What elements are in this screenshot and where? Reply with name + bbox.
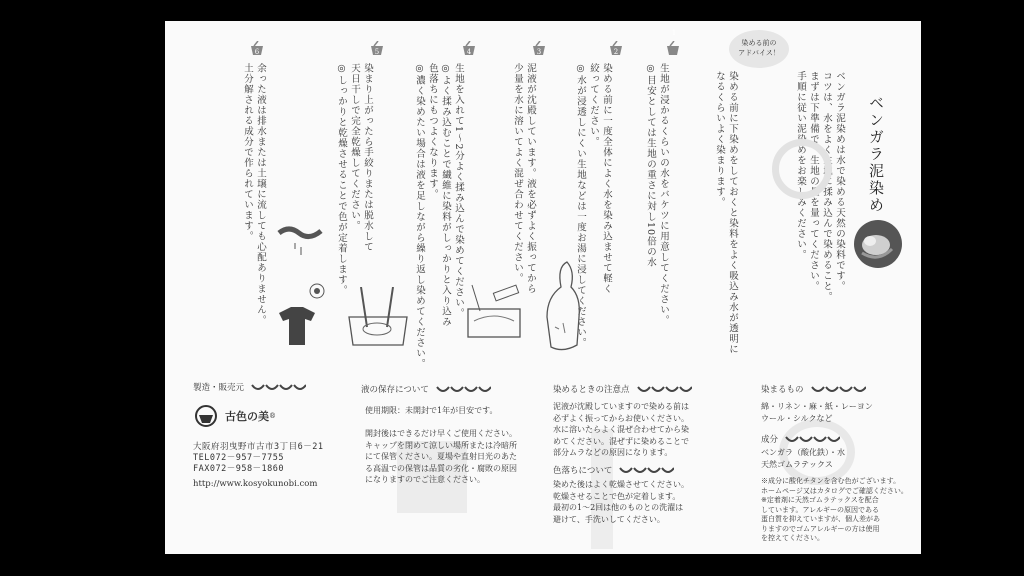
step-number: 6	[254, 48, 260, 56]
leaf-ornament-icon	[636, 385, 692, 394]
maker-tel: TEL072－957－7755	[193, 453, 285, 463]
step-text: 生地が浸かるくらいの水をバケツに用意してください。 ◎目安としては生地の重さに対し10倍の水	[645, 63, 669, 326]
leaflet-page	[165, 21, 921, 554]
composition-text: ベンガラ（酸化鉄）・水 天然ゴムラテックス	[761, 448, 845, 469]
step-text: 染める前に一度全体によく水を染み込ませて軽く 絞ってください。 ◎水が浸透しにくい生地などは一度お湯に浸してください。	[575, 63, 612, 348]
composition-heading	[761, 433, 840, 445]
maker-address: 大阪府羽曳野市古市3丁目6－21	[193, 442, 324, 452]
bucket-bottle-illustration	[460, 281, 530, 341]
storage-text: 使用期限：未開封で1年が目安です。 開封後はできるだけ早くご使用ください。 キャップを閉めて涼しい場所または冷暗所 にて保管ください。夏場や直射日光のあた る高温での保管は品質の劣化・腐敗の原因 になりますのでご注意ください。	[365, 406, 517, 484]
step-number: 3	[536, 48, 542, 56]
fading-text: 染めた後はよく乾燥させてください。 乾燥させることで色が定着します。 最初の1～2回は他のものとの洗濯は 避けて、手洗いしてください。	[553, 480, 689, 524]
intro-text: ベンガラ泥染めは水で染める天然の染料です。 コツは、水をよく生地に揉み込んで染めること。 まずは下準備で、生地の量を量ってください。 手順に従い泥染めをお楽しみください。	[795, 71, 845, 302]
materials-notes: ※成分に酸化チタンを含む色がございます。 ホームページ又はカタログでご確認ください。 ※定着剤に天然ゴムラテックスを配合 しています。アレルギーの原因である 蛋白質を抑えていますが、個人差があ りますのでゴムアレルギーの方は使用 を控えてください。	[761, 477, 908, 542]
advice-badge-label: 染める前の アドバイス！	[738, 39, 780, 57]
dyed-cloth-photo	[852, 219, 904, 269]
maker-heading-text: 製造・販売元	[193, 383, 245, 393]
step-number: 5	[374, 48, 380, 56]
storage-heading	[361, 383, 491, 395]
materials-heading-text: 染まるもの	[761, 385, 804, 395]
maker-url-link[interactable]: http://www.kosyokunobi.com	[193, 479, 318, 489]
step-text: 泥液が沈殿しています。液を必ずよく振ってから 少量を水に溶いてよく混ぜ合わせてください。	[512, 63, 536, 294]
page-title: ベンガラ泥染め	[867, 95, 885, 214]
maker-heading	[193, 381, 306, 393]
fading-heading	[553, 464, 674, 476]
fading-heading-text: 色落ちについて	[553, 466, 613, 476]
materials-heading	[761, 383, 866, 395]
step-text: 生地を入れて1〜2分よく揉み込んで染めてください。 ◎よく揉み込むことで繊維に染料がしっかりと入り込み 色落ちにもつよくなります。 ◎濃く染めたい場合は液を足しながら繰り返し染めてください。	[414, 63, 464, 369]
kneading-hands-illustration	[343, 287, 413, 349]
leaf-ornament-icon	[618, 466, 674, 475]
brand-name: 古色の美	[225, 410, 269, 423]
step-number: 2	[613, 48, 619, 56]
step-text: 染まり上がったら手絞りまたは脱水して 天日干しで完全乾燥してください。 ◎しっかりと乾燥させることで色が定着します。	[336, 63, 373, 296]
leaf-ornament-icon	[435, 385, 491, 394]
materials-items: 綿・リネン・麻・紙・レーヨン ウール・シルクなど	[761, 402, 873, 423]
leaf-ornament-icon	[810, 385, 866, 394]
wrung-cloth-illustration	[277, 219, 325, 263]
brand-cup-icon	[193, 405, 219, 427]
caution-heading-text: 染めるときの注意点	[553, 385, 630, 395]
brand-logo	[193, 405, 276, 427]
caution-heading	[553, 383, 692, 395]
step-cup-icon	[665, 41, 681, 56]
hanging-cloth-illustration	[537, 257, 589, 357]
leaf-ornament-icon	[784, 435, 840, 444]
step-text: 余った液は排水または土壌に流しても心配ありません。 土分解される成分で作られています。	[242, 63, 266, 326]
advice-text: 染める前に下染めをしておくと染料をよく吸込み水が透明に なるくらいよく染まります。	[714, 71, 738, 355]
advice-badge	[729, 30, 789, 68]
drying-shirt-illustration	[273, 279, 333, 349]
leaf-ornament-icon	[250, 383, 306, 392]
brand-registered-mark: ®	[269, 412, 276, 420]
watermark-logo	[772, 139, 832, 199]
composition-heading-text: 成分	[761, 435, 779, 445]
maker-fax: FAX072－958－1860	[193, 464, 285, 474]
step-number: 1	[671, 29, 677, 37]
storage-heading-text: 液の保存について	[361, 385, 429, 395]
caution-text: 泥液が沈殿していますので染める前は 必ずよく振ってからお使いください。 水に溶いたらよく混ぜ合わせてから染 めてください。混ぜずに染めることで 部分ムラなどの原因になります。	[553, 402, 689, 457]
step-number: 4	[466, 48, 472, 56]
